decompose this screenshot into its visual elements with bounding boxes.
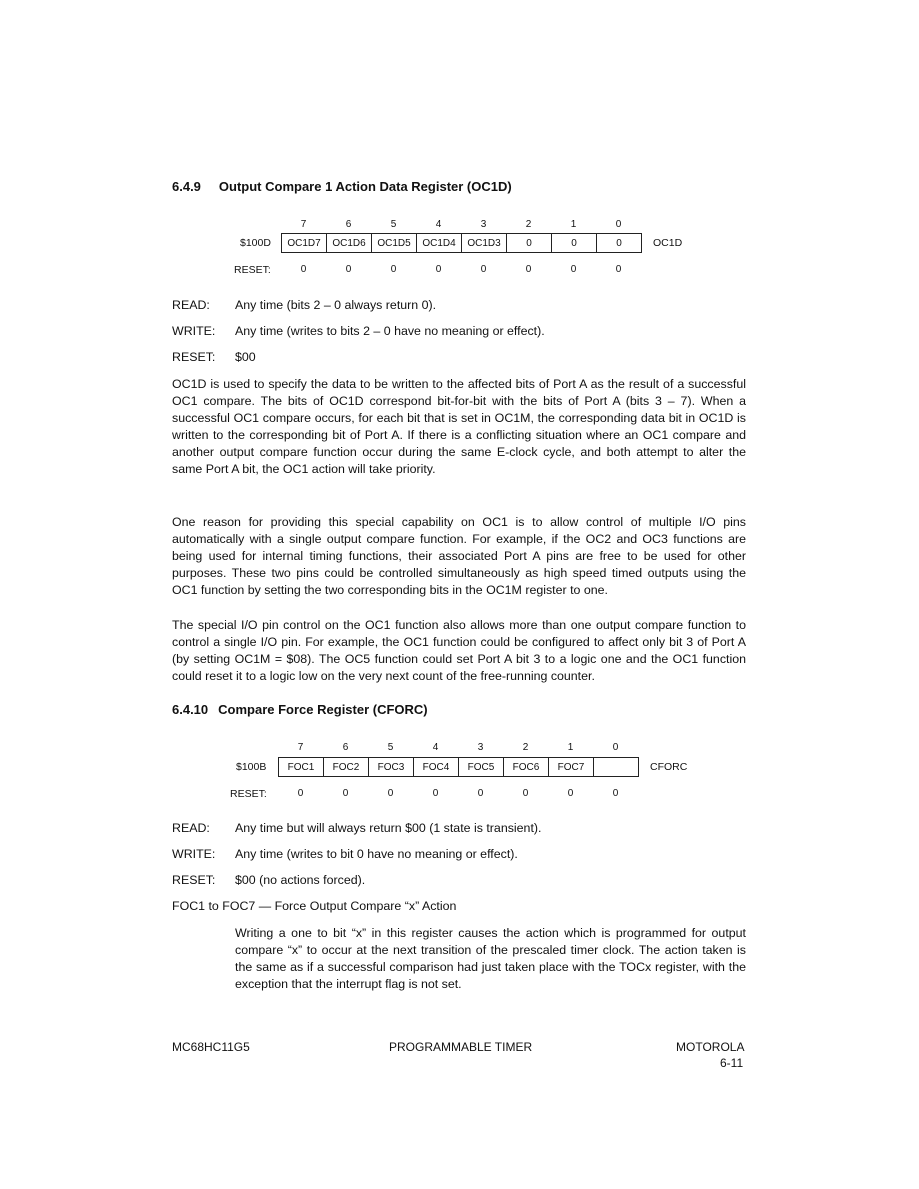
write-label: WRITE: xyxy=(172,324,216,338)
bit-number: 4 xyxy=(432,742,439,753)
bit-number-row xyxy=(281,219,641,230)
bit-number: 0 xyxy=(615,219,622,230)
section-heading-cforc xyxy=(172,702,428,717)
reset-value: 0 xyxy=(297,788,304,799)
reset-value-row xyxy=(278,788,638,799)
register-bit: FOC2 xyxy=(323,757,369,777)
register-address: $100D xyxy=(240,237,271,249)
bit-number: 1 xyxy=(570,219,577,230)
section-title: Output Compare 1 Action Data Register (OC1D) xyxy=(218,179,512,194)
reset-value: 0 xyxy=(345,264,352,275)
body-paragraph: The special I/O pin control on the OC1 function also allows more than one output compare function to control a single I/O pin. For example, the OC1 function could be configured to affect only bit 3 of Port A (by setting OC1M = $08). The OC5 function could set Port A bit 3 to a logic one and the OC1 function could reset it to a logic low on the very next count of the free-running counter. xyxy=(172,618,746,683)
register-bit: FOC3 xyxy=(368,757,414,777)
read-text: Any time (bits 2 – 0 always return 0). xyxy=(235,298,437,312)
register-address: $100B xyxy=(236,761,267,773)
bit-number: 0 xyxy=(612,742,619,753)
bit-number: 7 xyxy=(297,742,304,753)
register-bit: OC1D7 xyxy=(281,233,327,253)
reset-line xyxy=(172,350,256,364)
reset-value: 0 xyxy=(477,788,484,799)
register-bit-boxes xyxy=(278,757,639,777)
reset-row-label: RESET: xyxy=(230,788,267,800)
footer-part-number: MC68HC11G5 xyxy=(172,1040,250,1054)
register-bit: OC1D3 xyxy=(461,233,507,253)
bit-number: 3 xyxy=(477,742,484,753)
reset-value: 0 xyxy=(435,264,442,275)
section-number: 6.4.10 xyxy=(172,702,209,717)
register-bit: OC1D6 xyxy=(326,233,372,253)
reset-value: 0 xyxy=(612,788,619,799)
bit-number: 6 xyxy=(345,219,352,230)
footer-page-number: 6-11 xyxy=(720,1056,744,1070)
register-bit: OC1D5 xyxy=(371,233,417,253)
section-number: 6.4.9 xyxy=(172,179,201,194)
reset-row-label: RESET: xyxy=(234,264,271,276)
reset-label: RESET: xyxy=(172,873,216,887)
reset-value: 0 xyxy=(387,788,394,799)
reset-label: RESET: xyxy=(172,350,216,364)
write-text: Any time (writes to bit 0 have no meaning or effect). xyxy=(235,847,518,861)
read-line xyxy=(172,298,436,312)
register-bit xyxy=(593,757,639,777)
body-paragraph: OC1D is used to specify the data to be written to the affected bits of Port A as the result of a successful OC1 compare. The bits of OC1D correspond bit-for-bit with the bits of Port A (bits 3 – 7). When a successful OC1 compare occurs, for each bit that is set in OC1M, the corresponding data bit in OC1D is written to the corresponding bit of Port A. If there is a conflicting situation where an OC1 compare and another output compare function occur during the same E-clock cycle, and both attempt to alter the same Port A bit, the OC1 action will take priority. xyxy=(172,377,746,476)
reset-value: 0 xyxy=(615,264,622,275)
register-bit: FOC6 xyxy=(503,757,549,777)
reset-value: 0 xyxy=(570,264,577,275)
write-line xyxy=(172,324,545,338)
reset-text: $00 (no actions forced). xyxy=(235,873,366,887)
section-heading-oc1d xyxy=(172,179,512,194)
reset-value: 0 xyxy=(567,788,574,799)
reset-value: 0 xyxy=(480,264,487,275)
register-bit: 0 xyxy=(506,233,552,253)
reset-value: 0 xyxy=(522,788,529,799)
section-title: Compare Force Register (CFORC) xyxy=(218,702,428,717)
reset-value-row xyxy=(281,264,641,275)
footer-brand: MOTOROLA xyxy=(676,1040,745,1054)
reset-value: 0 xyxy=(342,788,349,799)
register-bit: 0 xyxy=(551,233,597,253)
register-bit: FOC7 xyxy=(548,757,594,777)
register-name: OC1D xyxy=(653,237,683,249)
bit-number: 1 xyxy=(567,742,574,753)
reset-value: 0 xyxy=(390,264,397,275)
read-label: READ: xyxy=(172,821,210,835)
write-text: Any time (writes to bits 2 – 0 have no meaning or effect). xyxy=(235,324,545,338)
foc-heading: FOC1 to FOC7 — Force Output Compare “x” Action xyxy=(172,899,457,913)
bit-number: 5 xyxy=(387,742,394,753)
write-line xyxy=(172,847,518,861)
register-name: CFORC xyxy=(650,761,688,773)
register-bit: FOC4 xyxy=(413,757,459,777)
write-label: WRITE: xyxy=(172,847,216,861)
register-bit: FOC1 xyxy=(278,757,324,777)
register-bit-boxes xyxy=(281,233,642,253)
reset-value: 0 xyxy=(432,788,439,799)
reset-value: 0 xyxy=(525,264,532,275)
bit-number: 3 xyxy=(480,219,487,230)
bit-number: 5 xyxy=(390,219,397,230)
bit-number-row xyxy=(278,742,638,753)
reset-text: $00 xyxy=(235,350,256,364)
register-bit: FOC5 xyxy=(458,757,504,777)
foc-description: Writing a one to bit “x” in this register causes the action which is programmed for output compare “x” to occur at the next transition of the prescaled timer clock. The action taken is the same as if a successful comparison had just taken place with the TOCx register, with the exception that the interrupt flag is not set. xyxy=(235,926,746,991)
register-bit: 0 xyxy=(596,233,642,253)
register-bit: OC1D4 xyxy=(416,233,462,253)
bit-number: 4 xyxy=(435,219,442,230)
read-label: READ: xyxy=(172,298,210,312)
read-line xyxy=(172,821,541,835)
bit-number: 6 xyxy=(342,742,349,753)
bit-number: 2 xyxy=(522,742,529,753)
read-text: Any time but will always return $00 (1 state is transient). xyxy=(235,821,542,835)
bit-number: 2 xyxy=(525,219,532,230)
reset-line xyxy=(172,873,365,887)
bit-number: 7 xyxy=(300,219,307,230)
body-paragraph: One reason for providing this special capability on OC1 is to allow control of multiple I/O pins automatically with a single output compare function. For example, if the OC2 and OC3 functions are being used for internal timing functions, their associated Port A pins are free to be used for other purposes. These two pins could be controlled simultaneously as high speed timed outputs using the OC1 function by setting the two corresponding bits in the OC1M register to one. xyxy=(172,515,746,597)
reset-value: 0 xyxy=(300,264,307,275)
footer-chapter-title: PROGRAMMABLE TIMER xyxy=(389,1040,533,1054)
